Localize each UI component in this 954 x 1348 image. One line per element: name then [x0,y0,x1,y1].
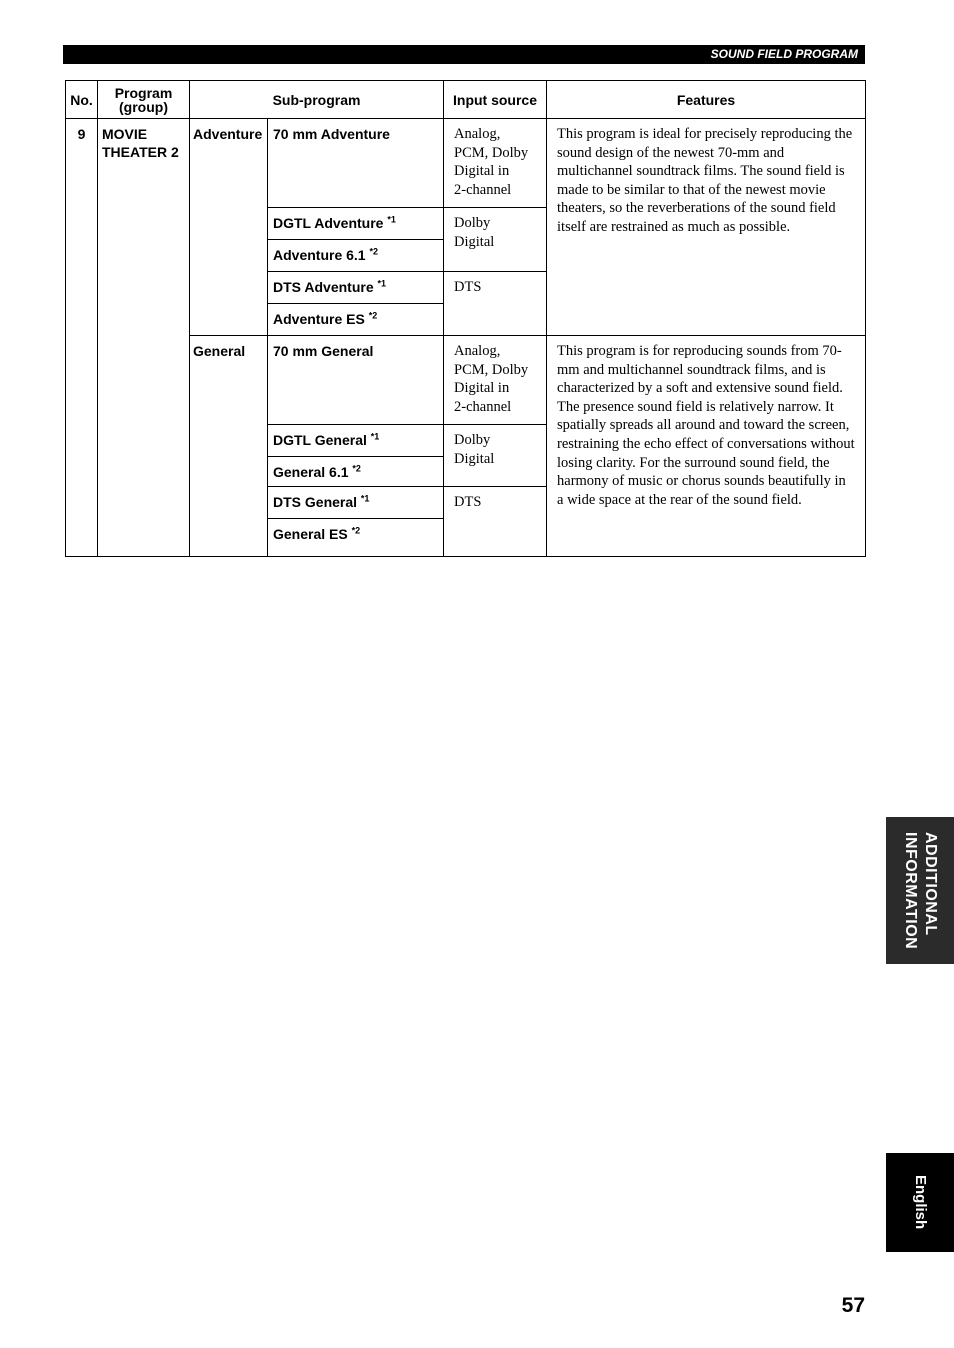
language-tab-label: English [912,1175,929,1230]
sub-program-name: Adventure 6.1 [273,247,366,263]
source-line: 2-channel [454,398,512,415]
input-source [444,425,547,487]
program-number: 9 [66,119,98,557]
header-input-source: Input source [444,81,547,119]
source-line: Digital [454,450,495,467]
sub-program [268,487,444,519]
section-header-bar [63,45,865,64]
sub-program-name: 70 mm General [273,343,374,359]
sub-program-name: DTS General [273,494,358,510]
section-title: SOUND FIELD PROGRAM [710,47,858,61]
input-source [444,119,547,208]
sub-program-name: DTS Adventure [273,279,374,295]
sub-program-name: Adventure ES [273,311,365,327]
sub-program-name: 70 mm Adventure [273,126,390,142]
sub-program [268,336,444,425]
sub-program [268,208,444,240]
footnote-mark: *1 [370,431,380,442]
footnote-mark: *1 [387,214,396,225]
footnote-mark: *2 [369,246,378,257]
sub-program [268,272,444,304]
sub-program [268,425,444,457]
sub-program [268,519,444,557]
sub-program [268,304,444,336]
program-name-line: THEATER 2 [102,144,179,160]
footnote-mark: *1 [360,493,370,504]
sub-program [268,119,444,208]
group-name: General [190,336,268,557]
sub-program-name: DGTL General [273,432,367,448]
source-line: Dolby [454,215,491,231]
table-header-row [66,81,866,119]
sub-program-name: General ES [273,526,348,542]
source-line: PCM, Dolby [454,361,529,378]
source-line: Digital in [454,380,510,397]
footnote-mark: *2 [368,310,378,321]
header-program: Program (group) [98,81,190,119]
footnote-mark: *2 [352,463,361,474]
header-sub-program: Sub-program [190,81,444,119]
source-line: 2-channel [454,181,512,198]
footnote-mark: *1 [377,278,387,289]
features-text: This program is ideal for precisely reproducing the sound design of the newest 70-mm and multichannel soundtrack films. The sound field is made to be similar to that of the newest movie theaters, so the reverberations of the sound field itself are restrained as much as possible. [547,119,866,336]
table-row [66,119,866,208]
source-line: Analog, [454,343,501,359]
footnote-mark: *2 [351,525,361,536]
header-features: Features [547,81,866,119]
section-tab-line: ADDITIONAL [922,831,939,936]
sub-program-name: DGTL Adventure [273,215,384,231]
input-source [444,272,547,336]
source-line: Digital in [454,163,510,180]
section-tab-line: INFORMATION [902,831,919,950]
source-line: PCM, Dolby [454,144,529,161]
source-line: Analog, [454,126,501,142]
header-no: No. [66,81,98,119]
source-line: Dolby [454,432,491,448]
input-source [444,208,547,272]
group-name: Adventure [190,119,268,336]
input-source [444,487,547,557]
features-text: This program is for reproducing sounds from 70-mm and multichannel soundtrack films, and is characterized by a soft and extensive sound field. The presence sound field is relatively narrow. It spatially spreads all around and toward the screen, restraining the echo effect of conversations without losing clarity. For the surround sound field, the harmony of music or chorus sounds beautifully in a wide space at the rear of the sound field. [547,336,866,557]
source-line: Digital [454,233,495,250]
sound-field-program-table [65,80,866,557]
section-tab [886,817,954,964]
program-name [98,119,190,557]
sub-program-name: General 6.1 [273,464,349,480]
sub-program [268,240,444,272]
source-line: DTS [454,494,482,510]
program-name-line: MOVIE [102,126,148,142]
page-number: 57 [841,1294,865,1317]
language-tab [886,1153,954,1252]
sub-program [268,457,444,487]
source-line: DTS [454,279,482,295]
input-source [444,336,547,425]
